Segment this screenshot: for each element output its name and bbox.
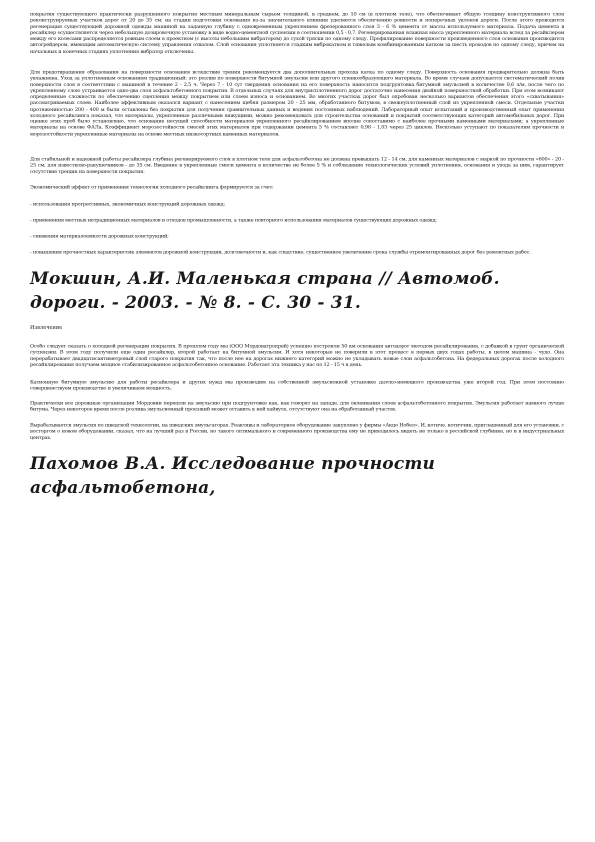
paragraph: покрытия существующего практически разрушенного покрытия местным минеральным сырьем толщиной, в среднем, до 10 см (в плотном теле), что обеспечивает общую толщину конструктивного слоя реконструируемых участков дорог от 20 до 35 см; на стадии подготовки основания из-за значительного влияния уделяется обеспечению ровности и поперечных уклонов дороги. После этого проводится регенерация существующей дорожной одежды машиной на заданную глубину с одновременным укреплением фрезерованного слоя 3 - 6 % цемента от массы используемого материала. Подача цемента в ресайклер осуществляется через небольшую дозировочную установку в виде водно-цементной суспензии в соотношении 0,5 - 0,7. Регенерированная влажная масса укрепленного материала вслед за ресайклером между его колесами распределяется ровным слоем в проектном (с высоты небольшим вибратором) до сухой тряски по одному следу. Профилирование поверхности произведенного слоя основания производится автогрейдером, имеющим автоматическую систему управления отвалом. Слой основания уплотняется гладким виброкатком и тяжелым комбинированным катком за шесть проходов по одному следу, причем на начальных и конечных стадиях уплотнения вибратор отключены. [30, 12, 564, 55]
bullet-item: - применения местных нетрадиционных материалов и отходов промышленности, а также повторного использования материалов существующих дорожных одежд; [30, 217, 437, 223]
paragraph: Экономический эффект от применения технологии холодного ресайклинга формируется за счет: [30, 185, 274, 191]
citation-heading: Пахомов В.А. Исследование прочности асфальтобетона, [30, 453, 436, 498]
paragraph: Для предотвращения образования на поверхности основания вследствие трения рекомендуется два дополнительных прохода катка по одному следу. Поверхность основания предварительно должна быть увлажнена. Уход за уплотненным основанием традиционный: это розлив по поверхности битумной эмульсии или другого пленкообразующего материала. Во время случаев допускается систематический полив поверхности слоя в соответствии с машиной в течение 2 - 2,5 ч. Через 7 - 10 сут твердения основания на его поверхность наносится подгрунтовка битумной эмульсией в количестве 0,6 л/м, после чего по укрепленному слою устраивается одно-два слоя асфальтобетонного покрытия. В отдельных случаях для внутрисплотненного дорог достаточно нанесения двойной поверхностной обработки. При этом возникают определенные сложности по обеспечению сцепления между покрытием или слоем износа и основанием. Во многих участках дорог был опробован несколько вариантов обеспечения этого «схватывания» рассматриваемых слоев. Наиболее эффективным оказался вариант с нанесением щебня размером 20 - 25 мм, обработанного битумом, в свежеуплотненный слой из укрепленной смеси. Отдельные участки протяженностью 200 - 400 м были оставлены без покрытия для получения сравнительных данных и ведения постоянных наблюдений. Лабораторный опыт испытаний и производственный опыт применения холодного ресайклинга показал, что материалы, укрепленные различными вяжущими, можно рекомендовать для строительства оснований и покрытий соответствующих категорий автомобильных дорог. При оценке этих проб было установлено, что основание несущей способности материалов укрепленного ресайклированием вполне сопоставимо с наиболее прочными каменными материалами; а укрепленные материалы на основе ФАЛа. Коэффициент морозостойкости смесей этих материалов при содержании цемента 5 % составляет 0,98 - 1,03 через 25 циклов. Несколько уступают по показателям прочности и морозостойкости укрепленные материалы на основе местных низкосортных каменных материалов. [30, 69, 564, 137]
citation-heading: Мокшин, А.И. Маленькая страна // Автомоб. дороги. - 2003. - № 8. - С. 30 - 31. [30, 268, 500, 313]
paragraph: Вырабатывается эмульсия по шведской технологии, на шведских эмульгаторах. Реактивы и лабораторное оборудование закуплено у фирмы «Акцо Нобел». И, котиче, котиччик, приглашенный для его установки, с восторгом о новом оборудовании, сказал, что на лучший раз в России, но такого оптимального и современного производства ему не приходилось видеть не только в российской глубинке, но и в индустриальных центрах. [30, 422, 564, 441]
bullet-item: - использования прогрессивных, экономичных конструкций дорожных одежд; [30, 201, 225, 207]
bullet-item: - повышения прочностных характеристик элементов дорожной конструкции, долговечности и, как следствие, существенное увеличение срока службы отремонтированных дорог без ремонтных работ. [30, 250, 531, 256]
paragraph: Практически все дорожные организации Мордовии перешли на эмульсию при подгрунтовке как, как говорят на западе, для оклеивания слоев асфальтобетонного покрытия. Эмульсия работает намного лучше битума. Через некоторое время после розлива эмульсионный проезжий может оставить к ней хайвуск, отсутствуют она на обработанный участок. [30, 401, 564, 413]
paragraph: Катионную битумную эмульсию для работы ресайклера и других нужд мы производим на собственной эмульсионной установке датско-немецкого производства уже второй год. При этом постоянно совершенствуем производство и увеличиваем мощность. [30, 379, 564, 392]
bullet-item: - снижения материалоемкости дорожных конструкций; [30, 234, 169, 240]
section-label: Извлечение [30, 324, 63, 331]
paragraph: Для стабильной и надежной работы ресайклера глубина регенерируемого слоя в плотном теле для асфальтобетона не должна превышать 12 - 14 см, для каменных материалов с маркой по прочности «600» - 20 - 25 см, для известково-ракушечников - до 35 см. Введение в укрепленные смеси цемента в количестве не более 5 % и соблюдение технологических условий уплотнения, основания и ухода за ним, гарантирует отсутствие трещин на поверхности покрытия. [30, 156, 564, 174]
paragraph: Особо следует сказать о холодной регенерации покрытия. В прошлом году мы (ООО Мордовагропрей) успешно построили 50 км основания автодорог методом ресайклирования, с добавкой в грунт органической суспензии. В этом году получили еще один ресайклер, второй работает на битумной эмульсии. И хотя некоторые не поверили в этот процесс в первых двух годах работы, в целом машина - чудо. Она перерабатывает двадцатисантиметровый слой старого покрытия так, что после нее на дорогах нижнего категорий можно не укладывать новые слои асфальтобетона. На федеральных дорогах после холодного ресайклирования получаем мощное стабилизированное асфальтобетонное основание. Работает эта техника у нас по 12 - 15 ч в день. [30, 343, 564, 368]
document-page [30, 12, 564, 510]
